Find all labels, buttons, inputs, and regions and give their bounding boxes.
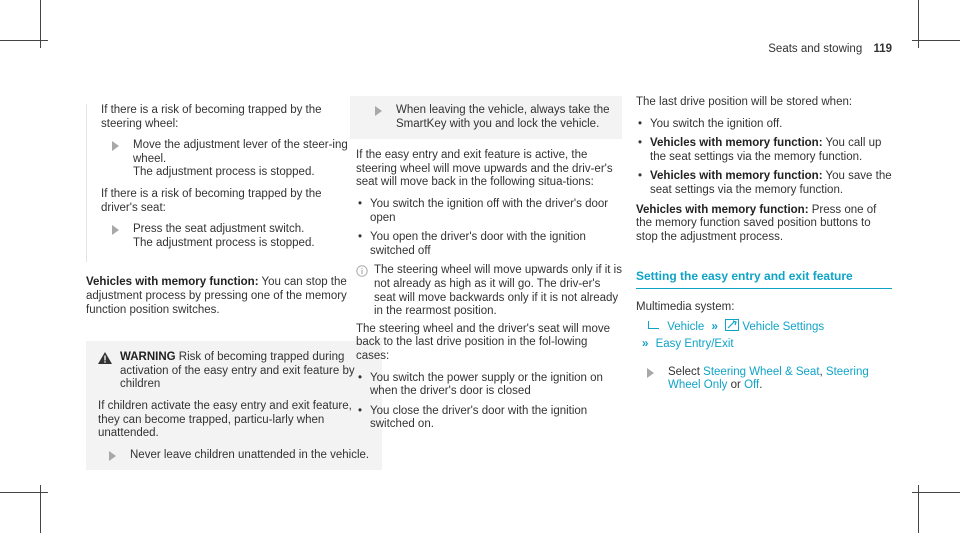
menu-vehicle-settings: Vehicle Settings (742, 320, 825, 333)
text: You can stop the adjustment process by pressing one of the memory function position switches. (86, 276, 347, 316)
section-title: Setting the easy entry and exit feature (636, 270, 892, 289)
bold-label: Vehicles with memory function: (636, 203, 809, 216)
warning-body: If children activate the easy entry and exit feature, they can become trapped, particu-larly when unattended. (98, 399, 352, 440)
column-1 (86, 104, 370, 470)
step-text: Press the seat adjustment switch. (133, 223, 305, 236)
list-item (636, 170, 892, 197)
crop-mark (0, 40, 48, 41)
warning-triangle-icon (98, 352, 112, 364)
paragraph (636, 204, 892, 245)
warning-box (86, 341, 382, 470)
step (636, 366, 892, 393)
text: . (759, 379, 763, 392)
paragraph: Multimedia system: (636, 300, 735, 313)
step (98, 449, 370, 463)
instruction-box (86, 104, 350, 262)
paragraph: If there is a risk of becoming trapped by the steering wheel: (101, 104, 322, 130)
text: or (727, 379, 745, 392)
crop-mark (912, 40, 960, 41)
text: You save the seat settings via the memory function. (650, 170, 892, 196)
step-arrow-icon (112, 225, 119, 235)
option-steering-wheel-only: Steering Wheel Only (668, 365, 869, 392)
step-text: When leaving the vehicle, always take the SmartKey with you and lock the vehicle. (396, 104, 610, 130)
text: You call up the seat settings via the memory function. (650, 137, 882, 163)
note (356, 264, 622, 318)
text: Press one of the memory function saved position buttons to stop the adjustment process. (636, 203, 877, 243)
text: , (819, 365, 826, 378)
warning-label: WARNING (120, 351, 176, 364)
list-item (636, 137, 892, 164)
list-item: • You switch the ignition off. (636, 118, 892, 132)
list-item: • You close the driver's door with the ignition switched on. (356, 405, 622, 432)
step-arrow-icon (375, 106, 382, 116)
step-arrow-icon (112, 141, 119, 151)
step-arrow-icon (109, 451, 116, 461)
text: Select (668, 365, 704, 378)
step (101, 223, 350, 250)
bold-label: Vehicles with memory function: (650, 137, 823, 150)
page-header (768, 43, 892, 57)
menu-easy-entry-exit: Easy Entry/Exit (655, 338, 734, 351)
vehicle-settings-icon (725, 319, 739, 331)
paragraph: If there is a risk of becoming trapped by the driver's seat: (101, 187, 322, 214)
option-off: Off (744, 379, 760, 392)
step-text: Never leave children unattended in the vehicle. (130, 448, 370, 461)
double-chevron-icon: » (711, 320, 718, 333)
continued-panel (350, 96, 622, 139)
paragraph: The last drive position will be stored when: (636, 96, 853, 108)
step (101, 139, 350, 180)
step-text (668, 366, 892, 393)
paragraph (86, 276, 350, 317)
paragraph: If the easy entry and exit feature is active, the steering wheel will move upwards and the driv-er's seat will move back in the following situa-tions: (356, 149, 613, 189)
step-result: The adjustment process is stopped. (133, 236, 315, 249)
column-2 (356, 96, 622, 438)
list-item: • You switch the ignition off with the driver's door open (356, 198, 622, 225)
menu-return-arrow-icon (648, 321, 659, 329)
warning-heading (98, 351, 370, 392)
note-text: The steering wheel will move upwards only if it is not already as high as it will go. The driv-er's seat will move backwards only if it is not already in the rearmost position. (374, 264, 622, 318)
step-text: Move the adjustment lever of the steer-ing wheel. (133, 139, 348, 165)
column-3 (636, 96, 892, 401)
menu-vehicle: Vehicle (667, 320, 705, 333)
step-result: The adjustment process is stopped. (133, 166, 315, 179)
bold-label: Vehicles with memory function: (86, 276, 259, 289)
menu-path (636, 319, 892, 335)
option-steering-wheel-seat: Steering Wheel & Seat (703, 365, 820, 378)
section-name: Seats and stowing (768, 43, 863, 55)
info-icon (356, 265, 368, 277)
paragraph: The steering wheel and the driver's seat will move back to the last drive position in the fol-lowing cases: (356, 322, 611, 362)
bold-label: Vehicles with memory function: (650, 170, 823, 183)
crop-mark (0, 492, 48, 493)
warning-text: Risk of becoming trapped during activation of the easy entry and exit feature by children (120, 351, 355, 391)
menu-path (636, 338, 892, 352)
crop-mark (912, 492, 960, 493)
double-chevron-icon: » (642, 338, 649, 351)
step (364, 104, 618, 131)
page-number: 119 (873, 43, 892, 55)
list-item: • You switch the power supply or the ignition on when the driver's door is closed (356, 372, 622, 399)
list-item: • You open the driver's door with the ignition switched off (356, 231, 622, 258)
step-arrow-icon (647, 368, 654, 378)
